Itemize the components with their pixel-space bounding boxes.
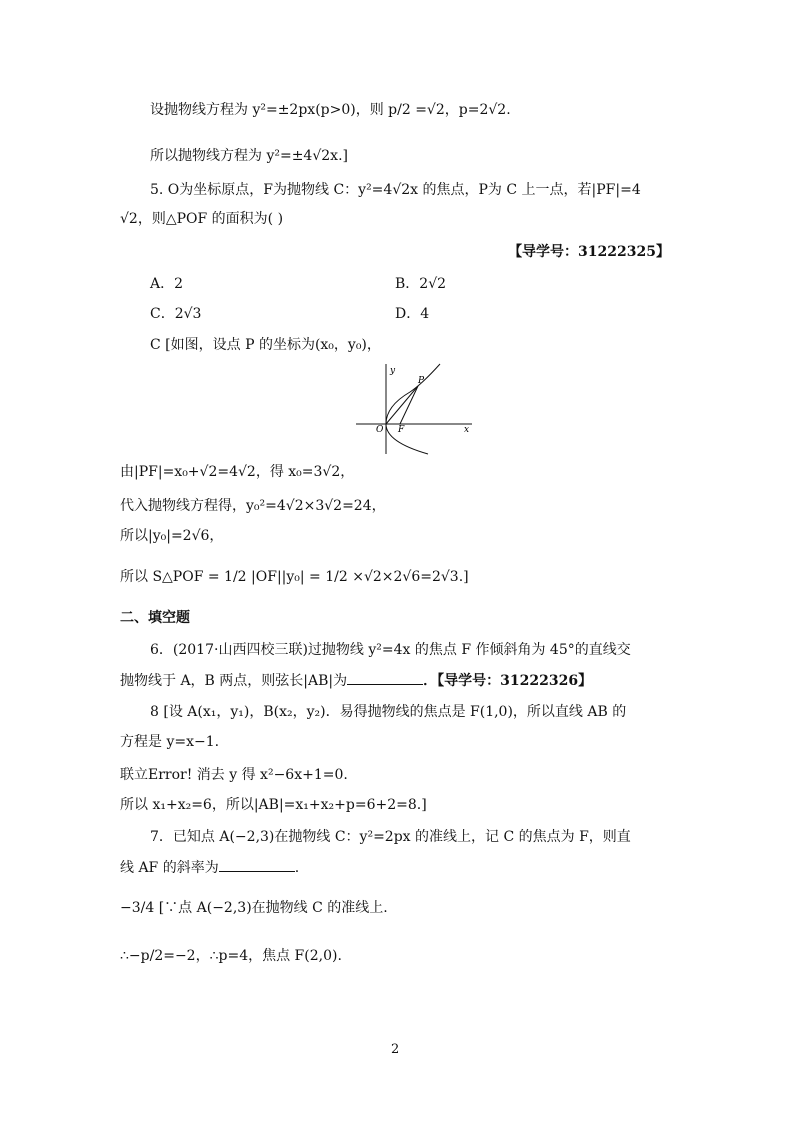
segment-fp [400, 386, 418, 424]
answer-blank-6 [347, 670, 423, 685]
answer-5-line-4: 所以|y₀|=2√6， [120, 528, 224, 544]
answer-6-line-1: 8 [设 A(x₁，y₁)，B(x₂，y₂)．易得抛物线的焦点是 F(1,0)，所以直线 AB 的 [150, 704, 627, 720]
guide-number-2: ．【导学号：31222326】 [423, 673, 593, 689]
question-7-line-1: 7．已知点 A(−2,3)在抛物线 C：y²=2px 的准线上，记 C 的焦点为 F，则直 [150, 829, 631, 845]
answer-6-line-3: 联立Error! 消去 y 得 x²−6x+1=0. [120, 767, 348, 783]
label-y: y [390, 366, 396, 376]
question-7-line-2 [120, 857, 299, 878]
question-6-line-2 [120, 670, 592, 691]
page-number: 2 [391, 1042, 400, 1057]
answer-5-line-1: C [如图，设点 P 的坐标为(x₀，y₀)， [150, 337, 381, 353]
option-a: A．2 [150, 276, 184, 292]
parabola-curve [386, 364, 440, 454]
answer-7-line-1: −3/4 [∵点 A(−2,3)在抛物线 C 的准线上. [120, 900, 388, 916]
answer-5-line-3: 代入抛物线方程得，y₀²=4√2×3√2=24， [120, 498, 386, 514]
answer-7-line-2: ∴−p/2=−2，∴p=4，焦点 F(2,0). [120, 948, 342, 964]
guide-number-1: 【导学号：31222325】 [508, 244, 670, 260]
question-7-end: . [294, 860, 300, 876]
option-b: B．2√2 [395, 276, 447, 292]
text-line-1: 设抛物线方程为 y²=±2px(p>0)，则 p/2 =√2，p=2√2. [150, 102, 511, 118]
label-x: x [464, 425, 470, 435]
label-o: O [376, 425, 384, 435]
question-6-line-1: 6．(2017·山西四校三联)过抛物线 y²=4x 的焦点 F 作倾斜角为 45°的直线交 [150, 642, 631, 658]
parabola-figure [356, 362, 474, 456]
segment-op [386, 386, 418, 424]
question-5-line-1: 5. O为坐标原点，F为抛物线 C：y²=4√2x 的焦点，P为 C 上一点，若|PF|=4 [150, 182, 641, 198]
label-f: F [398, 425, 405, 435]
question-5-line-2: √2，则△POF 的面积为( ) [120, 211, 284, 227]
option-c: C．2√3 [150, 306, 202, 322]
answer-blank-7 [219, 857, 295, 872]
label-p: P [418, 376, 425, 386]
answer-5-line-2: 由|PF|=x₀+√2=4√2，得 x₀=3√2， [120, 464, 355, 480]
answer-6-line-2: 方程是 y=x−1. [120, 734, 220, 750]
section-heading: 二、填空题 [120, 610, 190, 626]
text-line-2: 所以抛物线方程为 y²=±4√2x.] [150, 148, 348, 164]
answer-6-line-4: 所以 x₁+x₂=6，所以|AB|=x₁+x₂+p=6+2=8.] [120, 797, 427, 813]
answer-5-line-5: 所以 S△POF = 1/2 |OF||y₀| = 1/2 ×√2×2√6=2√3.] [120, 569, 469, 585]
question-7-text: 线 AF 的斜率为 [120, 860, 219, 876]
question-6-text: 抛物线于 A，B 两点，则弦长|AB|为 [120, 673, 348, 689]
option-d: D．4 [395, 306, 430, 322]
